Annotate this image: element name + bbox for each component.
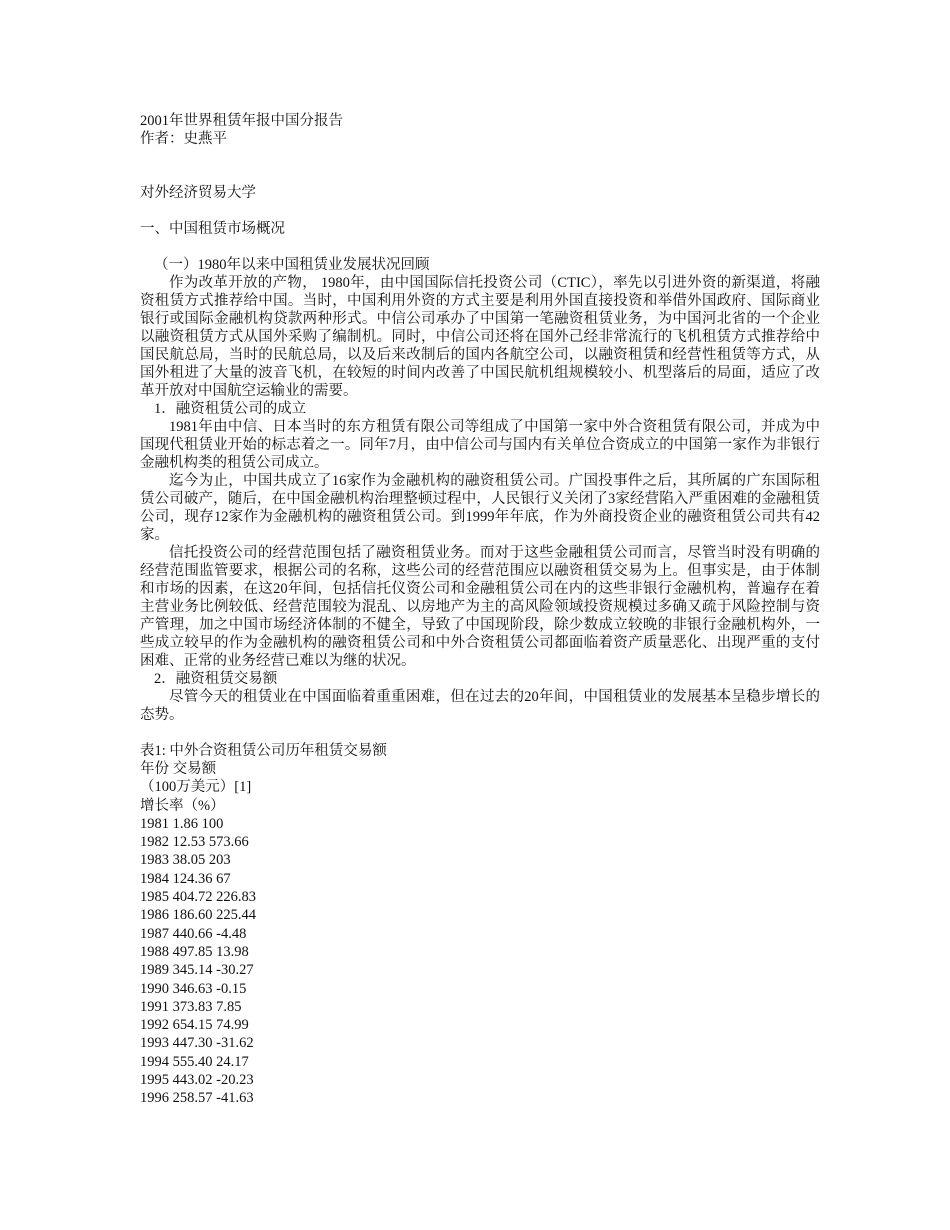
table-row: 1984 124.36 67 <box>140 870 231 887</box>
table-row: 1989 345.14 -30.27 <box>140 962 254 979</box>
table-row: 1985 404.72 226.83 <box>140 889 256 906</box>
table-header: 年份 交易额 <box>140 761 217 777</box>
paragraph: 作为改革开放的产物， 1980年，由中国国际信托投资公司（CTIC），率先以引进外资的新渠道，将融资租赁方式推荐给中国。当时，中国利用外资的方式主要是利用外国直接投资和举借外国政府、国际商业银行或国际金融机构贷款两种形式。中信公司承办了中国第一笔融资租赁业务，为中国河北省的一个企业以融资租赁方式从国外采购了编制机。同时，中信公司还将在国外己经非常流行的飞机租赁方式推荐给中国民航总局，当时的民航总局，以及后来改制后的国内各航空公司，以融资租赁和经营性租赁等方式，从国外租进了大量的波音飞机，在较短的时间内改善了中国民航机组规模较小、机型落后的局面，适应了改革开放对中国航空运输业的需要。 <box>140 275 820 399</box>
paragraph: 迄今为止，中国共成立了16家作为金融机构的融资租赁公司。广国投事件之后，其所属的广东国际租赁公司破产，随后，在中国金融机构治理整顿过程中，人民银行义关闭了3家经营陷入严重困难的金融租赁公司，现存12家作为金融机构的融资租赁公司。到1999年年底，作为外商投资企业的融资租赁公司共有42家。 <box>140 473 820 543</box>
document-page <box>140 112 820 1108</box>
author-line: 作者：史燕平 <box>140 131 227 147</box>
table-row: 1993 447.30 -31.62 <box>140 1035 254 1052</box>
document-title: 2001年世界租赁年报中国分报告 <box>140 113 343 129</box>
table-row: 1995 443.02 -20.23 <box>140 1072 254 1089</box>
table-row: 1986 186.60 225.44 <box>140 907 256 924</box>
table-row: 1992 654.15 74.99 <box>140 1017 249 1034</box>
table-row: 1991 373.83 7.85 <box>140 998 242 1015</box>
table-row: 1987 440.66 -4.48 <box>140 925 247 942</box>
table-header: （100万美元）[1] <box>140 779 252 796</box>
paragraph: 1981年由中信、日本当时的东方租赁有限公司等组成了中国第一家中外合资租赁有限公司，并成为中国现代租赁业开始的标志着之一。同年7月，由中信公司与国内有关单位合资成立的中国第一家作为非银行金融机构类的租赁公司成立。 <box>140 419 820 471</box>
paragraph: 信托投资公司的经营范围包括了融资租赁业务。而对于这些金融租赁公司而言，尽管当时没有明确的经营范围监管要求，根据公司的名称，这些公司的经营范围应以融资租赁交易为上。但事实是，由于体制和市场的因素，在这20年间，包括信托仪资公司和金融租赁公司在内的这些非银行金融机构，普遍存在着主营业务比例较低、经营范围较为混乱、以房地产为主的高风险领域投资规模过多确又疏于风险控制与资产管理，加之中国市场经济体制的不健全，导致了中国现阶段，除少数成立较晚的非银行金融机构外，一些成立较早的作为金融机构的融资租赁公司和中外合资租赁公司都面临着资产质量恶化、出现严重的支付困难、正常的业务经营已难以为继的状况。 <box>140 545 820 669</box>
item-heading: 1．融资租赁公司的成立 <box>154 401 307 417</box>
subsection-heading: （一）1980年以来中国租赁业发展状况回顾 <box>154 257 430 273</box>
table-header: 增长率（%） <box>140 797 225 814</box>
affiliation: 对外经济贸易大学 <box>140 185 256 201</box>
table-row: 1996 258.57 -41.63 <box>140 1090 254 1107</box>
item-heading: 2．融资租赁交易额 <box>154 671 278 687</box>
table-caption: 表1: 中外合资租赁公司历年租赁交易额 <box>140 743 387 759</box>
table-row: 1983 38.05 203 <box>140 852 231 869</box>
table-row: 1994 555.40 24.17 <box>140 1053 249 1070</box>
paragraph: 尽管今天的租赁业在中国面临着重重困难，但在过去的20年间，中国租赁业的发展基本呈稳步增长的态势。 <box>140 689 820 723</box>
section-heading: 一、中国租赁市场概况 <box>140 221 285 237</box>
table-row: 1990 346.63 -0.15 <box>140 980 247 997</box>
table-row: 1981 1.86 100 <box>140 815 224 832</box>
table-row: 1982 12.53 573.66 <box>140 834 249 851</box>
table-row: 1988 497.85 13.98 <box>140 943 249 960</box>
